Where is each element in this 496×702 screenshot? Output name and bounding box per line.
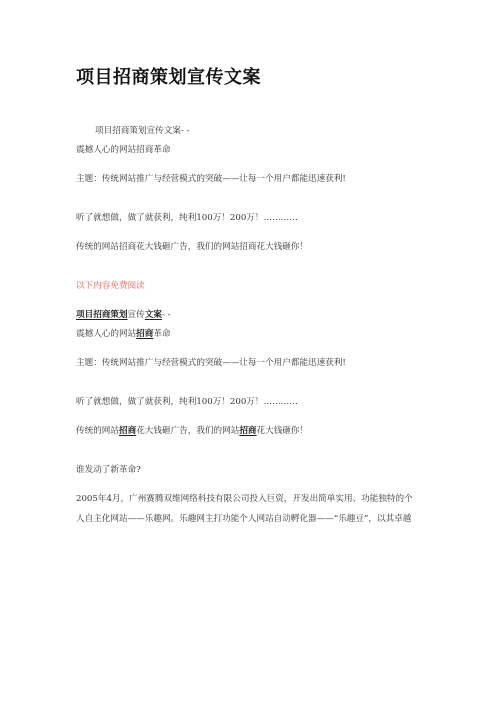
slogan-text: 革命 (153, 329, 171, 339)
keyword-highlight: 项目招商策划 (76, 310, 128, 320)
contrast-text: 传统的网站 (76, 426, 119, 436)
block1-promise: 听了就想做，做了就获利，纯利100万！200万！………… (76, 213, 298, 223)
block2-slogan (76, 328, 171, 340)
contrast-text: 花大钱砸你！ (256, 426, 309, 436)
keyword-highlight: 招商 (136, 329, 154, 339)
keyword-highlight: 招商 (118, 426, 137, 436)
paragraph-line: 2005年4月，广州赛腾双维网络科技有限公司投入巨资，开发出简单实用、功能独特的个 (76, 494, 413, 504)
heading-text: 宣传 (127, 310, 145, 320)
block1-theme: 主题：传统网站推广与经营模式的突破——让每一个用户都能迅速获利! (76, 174, 346, 184)
slogan-text: 震撼人心的网站 (76, 329, 137, 339)
free-read-notice: 以下内容免费阅读 (76, 281, 145, 291)
contrast-text: 花大钱砸广告，我们的网站 (136, 426, 240, 436)
block2-contrast (76, 425, 308, 437)
heading-dashes: - - (161, 310, 171, 320)
block1-slogan: 震撼人心的网站招商革命 (76, 145, 171, 155)
block2-promise: 听了就想做，做了就获利，纯利100万！200万！………… (76, 397, 298, 407)
document-title: 项目招商策划宣传文案 (76, 67, 261, 88)
keyword-highlight: 招商 (239, 426, 257, 436)
keyword-highlight: 文案 (144, 310, 162, 320)
block1-contrast: 传统的网站招商花大钱砸广告，我们的网站招商花大钱砸你！ (76, 242, 309, 252)
paragraph-line: 人自主化网站——乐趣网。乐趣网主打功能个人网站自动孵化器——“乐趣豆”，以其卓越 (76, 514, 412, 524)
block1-heading: 项目招商策划宣传文案- - (95, 126, 190, 136)
block2-heading (76, 309, 171, 321)
block2-theme: 主题：传统网站推广与经营模式的突破——让每一个用户都能迅速获利! (76, 358, 346, 368)
question-heading: 谁发动了新革命? (76, 465, 141, 475)
